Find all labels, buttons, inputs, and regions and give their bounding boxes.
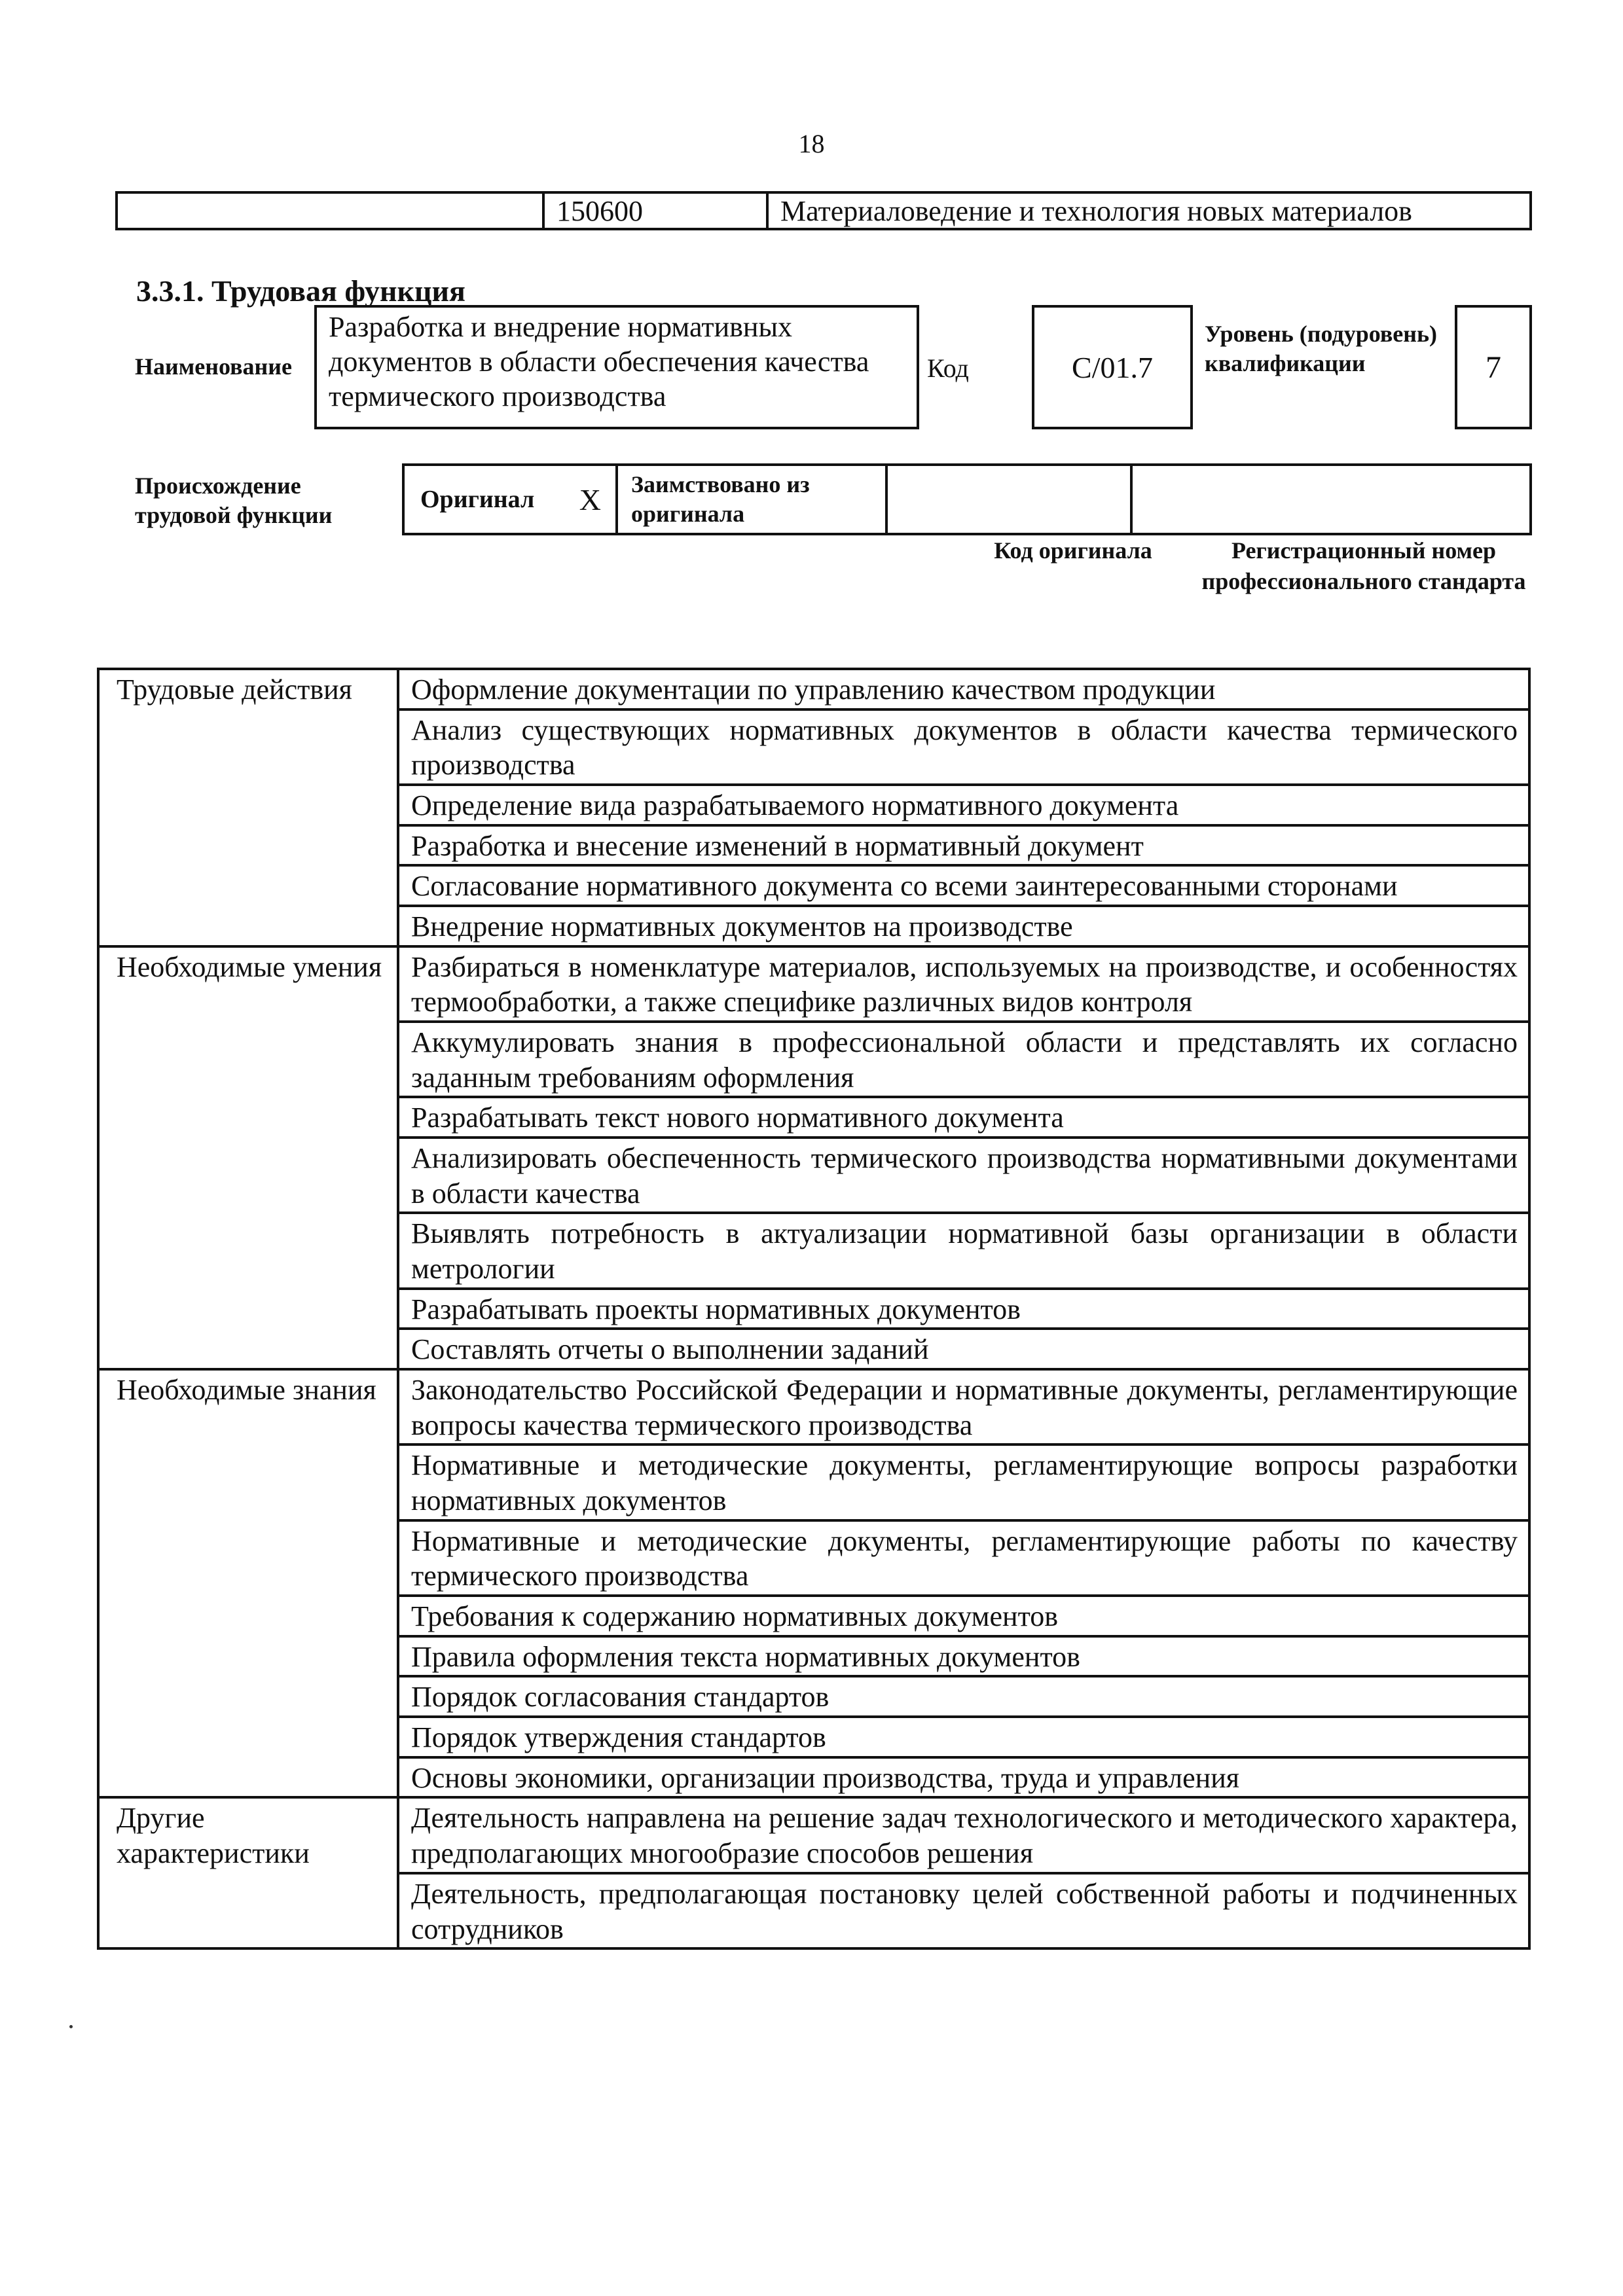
section-item: Разработка и внесение изменений в нормативный документ [398, 825, 1529, 866]
top-row-blank-cell [118, 194, 545, 228]
section-item: Выявлять потребность в актуализации нормативной базы организации в области метрологии [398, 1213, 1529, 1288]
origin-label: Происхождение трудовой функции [135, 473, 333, 528]
table-row [98, 946, 1529, 1022]
code-label: Код [927, 353, 969, 383]
section-category: Трудовые действия [98, 669, 398, 946]
name-label: Наименование [135, 353, 292, 380]
top-row-code: 150600 [545, 194, 769, 228]
table-row [98, 1369, 1529, 1444]
section-item: Разрабатывать текст нового нормативного документа [398, 1097, 1529, 1138]
section-item: Анализировать обеспеченность термического производства нормативными документами в области качества [398, 1138, 1529, 1213]
level-value-box: 7 [1455, 305, 1532, 429]
origin-code-cell [888, 466, 1133, 533]
section-item: Деятельность, предполагающая постановку целей собственной работы и подчиненных сотрудников [398, 1873, 1529, 1948]
section-item: Анализ существующих нормативных документов в области качества термического производства [398, 709, 1529, 785]
section-item: Требования к содержанию нормативных документов [398, 1596, 1529, 1636]
section-item: Порядок утверждения стандартов [398, 1717, 1529, 1757]
origin-table [402, 463, 1532, 535]
reg-number-caption: Регистрационный номер профессионального стандарта [1201, 537, 1526, 594]
section-item: Деятельность направлена на решение задач технологического и методического характера, предполагающих многообразие способов решения [398, 1797, 1529, 1873]
function-name-box: Разработка и внедрение нормативных документов в области обеспечения качества термического производства [314, 305, 919, 429]
section-item: Определение вида разрабатываемого нормативного документа [398, 785, 1529, 825]
function-code-box: С/01.7 [1032, 305, 1193, 429]
section-title: 3.3.1. Трудовая функция [136, 274, 465, 308]
top-row-name: Материаловедение и технология новых материалов [780, 194, 1412, 227]
section-category: Необходимые умения [98, 946, 398, 1369]
section-item: Законодательство Российской Федерации и нормативные документы, регламентирующие вопросы качества термического производства [398, 1369, 1529, 1444]
section-item: Основы экономики, организации производства, труда и управления [398, 1757, 1529, 1798]
section-item: Нормативные и методические документы, регламентирующие вопросы разработки нормативных документов [398, 1444, 1529, 1520]
borrowed-label: Заимствовано из оригинала [618, 466, 888, 533]
section-item: Внедрение нормативных документов на производстве [398, 906, 1529, 946]
original-label: Оригинал [420, 486, 535, 513]
section-item: Нормативные и методические документы, регламентирующие работы по качеству термического производства [398, 1520, 1529, 1596]
section-item: Оформление документации по управлению качеством продукции [398, 669, 1529, 709]
section-item: Согласование нормативного документа со всеми заинтересованными сторонами [398, 865, 1529, 906]
section-category: Необходимые знания [98, 1369, 398, 1797]
page-number: 18 [798, 129, 825, 158]
section-item: Правила оформления текста нормативных документов [398, 1636, 1529, 1677]
section-item: Составлять отчеты о выполнении заданий [398, 1329, 1529, 1369]
section-item: Порядок согласования стандартов [398, 1676, 1529, 1717]
origin-reg-cell [1133, 466, 1529, 533]
section-item: Разрабатывать проекты нормативных документов [398, 1289, 1529, 1329]
section-category: Другие характеристики [98, 1797, 398, 1948]
scan-speck [69, 2025, 73, 2028]
section-item: Разбираться в номенклатуре материалов, используемых на производстве, и особенностях термообработки, а также специфике различных видов контроля [398, 946, 1529, 1022]
function-details-table [97, 668, 1531, 1950]
origin-original-cell [405, 466, 618, 533]
code-original-caption: Код оригинала [994, 537, 1152, 564]
original-mark: X [579, 482, 601, 516]
table-row [98, 1797, 1529, 1873]
top-row-table [115, 191, 1532, 230]
table-row [98, 669, 1529, 709]
section-item: Аккумулировать знания в профессиональной области и представлять их согласно заданным требованиям оформления [398, 1022, 1529, 1097]
level-label: Уровень (подуровень) квалификации [1205, 321, 1438, 376]
